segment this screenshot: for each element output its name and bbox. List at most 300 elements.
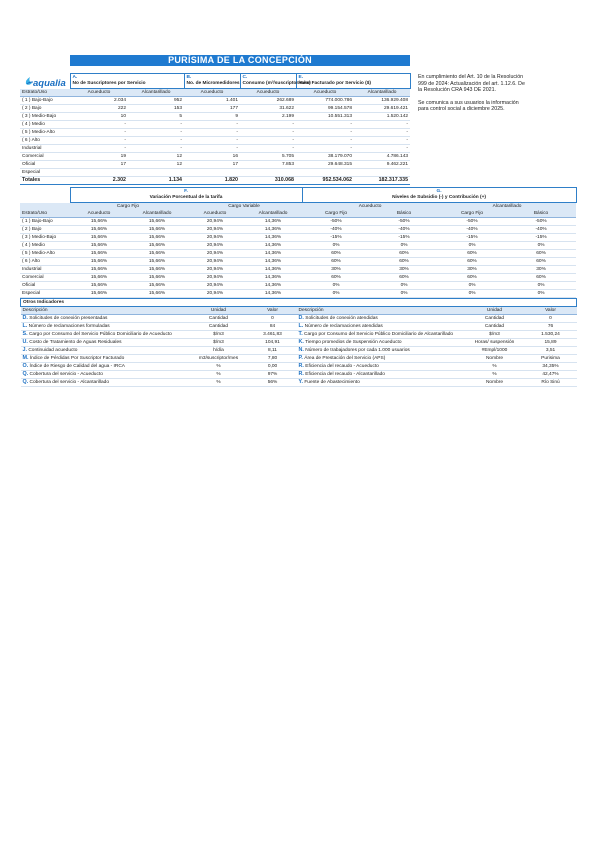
t2-col-header: Acueducto xyxy=(186,210,244,218)
legal-note-p2: Se comunica a sus usuarios la información para control social a diciembre 2025. xyxy=(418,99,519,113)
table-cell: 7.853 xyxy=(240,161,296,169)
indicator-cell xyxy=(297,331,465,339)
table-cell: 14,36% xyxy=(244,234,302,242)
indicator-letter: T. xyxy=(298,331,303,337)
indicator-row xyxy=(21,315,577,323)
table-cell: 60% xyxy=(438,274,506,282)
indicator-letter: R. xyxy=(298,371,304,377)
indicator-letter: O. xyxy=(22,363,29,369)
table-cell: 15,66% xyxy=(128,250,186,258)
totals-cell: 952.534.062 xyxy=(296,177,354,185)
indicator-cell xyxy=(21,379,189,387)
indicator-cell: 1.530,24 xyxy=(525,331,577,339)
row-label: ( 2 ) Bajo xyxy=(20,105,70,113)
table-cell: 20,94% xyxy=(186,290,244,298)
table-cell: 15,66% xyxy=(128,218,186,226)
table-cell: -40% xyxy=(370,226,438,234)
indicator-letter: D. xyxy=(22,315,28,321)
indicator-cell xyxy=(21,323,189,331)
table-cell: 12 xyxy=(128,161,184,169)
table-cell: 0% xyxy=(370,282,438,290)
header-e: E. Valor Facturado por Servicio ($) xyxy=(296,74,410,89)
table-row xyxy=(20,258,576,266)
table-cell: 0% xyxy=(506,282,576,290)
table-cell xyxy=(128,169,184,177)
indicator-row xyxy=(21,355,577,363)
indicator-cell: 3,51 xyxy=(525,347,577,355)
table-cell: 30% xyxy=(302,266,370,274)
indicator-description: Índice de Riesgo de Calidad del agua - IRCA xyxy=(29,364,126,369)
indicator-letter: P. xyxy=(298,355,303,361)
t2-col-header: Básico xyxy=(506,210,576,218)
indicator-cell xyxy=(297,379,465,387)
table-row xyxy=(20,218,576,226)
table-cell: -15% xyxy=(438,234,506,242)
table-cell: -40% xyxy=(302,226,370,234)
table-row xyxy=(20,97,410,105)
indicator-cell: Purisima xyxy=(525,355,577,363)
indicators-col-header: Unidad xyxy=(189,307,249,315)
indicator-letter: Q. xyxy=(22,371,29,377)
table-cell: 38.179.070 xyxy=(296,153,354,161)
table-cell: - xyxy=(70,129,128,137)
table-cell: 14,36% xyxy=(244,274,302,282)
indicator-description: Cobertura del servicio - Acueducto xyxy=(29,372,103,377)
table-cell: - xyxy=(128,145,184,153)
table-cell: 15,66% xyxy=(128,242,186,250)
row-label: ( 5 ) Medio-Alto xyxy=(20,129,70,137)
table-row xyxy=(20,234,576,242)
group-cargo-fijo: Cargo Fijo xyxy=(70,203,186,211)
table-cell: - xyxy=(184,129,240,137)
table-row xyxy=(20,169,410,177)
indicator-description: Cobertura del servicio - Alcantarillado xyxy=(29,380,109,385)
table-cell: 60% xyxy=(302,274,370,282)
row-label: ( 2 ) Bajo xyxy=(20,226,70,234)
table-cell: - xyxy=(70,137,128,145)
t2-col-header: Alcantarillado xyxy=(244,210,302,218)
indicator-letter: M. xyxy=(22,355,29,361)
legal-note-p1: En cumplimiento del Art. 10 de la Resolución 999 de 2024: Actualización del art. 1.12.6. De la Resolución CRA 943 DE 2021. xyxy=(418,74,525,94)
indicator-cell xyxy=(297,339,465,347)
t1-col-header: Alcantarillado xyxy=(128,89,184,97)
table-cell: 20,94% xyxy=(186,258,244,266)
indicators-col-header: Descripción xyxy=(21,307,189,315)
table-cell: 60% xyxy=(370,274,438,282)
indicator-cell xyxy=(297,355,465,363)
table-cell: 15,66% xyxy=(70,218,128,226)
row-label: ( 6 ) Alto xyxy=(20,258,70,266)
row-label: ( 5 ) Medio-Alto xyxy=(20,250,70,258)
table-cell: 20,94% xyxy=(186,242,244,250)
table-cell: -50% xyxy=(302,218,370,226)
totals-cell: 1.820 xyxy=(184,177,240,185)
indicator-cell: 42,47% xyxy=(525,371,577,379)
indicator-cell xyxy=(21,315,189,323)
indicators-col-header: Valor xyxy=(525,307,577,315)
table-cell: 0% xyxy=(438,290,506,298)
row-label: ( 4 ) Medio xyxy=(20,121,70,129)
table-cell: - xyxy=(128,121,184,129)
t1-col-header: Acueducto xyxy=(70,89,128,97)
table-cell: 14,36% xyxy=(244,250,302,258)
header-a: A. No de Suscriptores por Servicio xyxy=(70,74,184,89)
table-cell: 20,94% xyxy=(186,266,244,274)
table-cell: 14,36% xyxy=(244,218,302,226)
table-cell: 29.619.421 xyxy=(354,105,410,113)
table-cell: 2.199 xyxy=(240,113,296,121)
indicator-cell: 8,11 xyxy=(249,347,297,355)
indicator-cell xyxy=(297,363,465,371)
indicator-letter: L. xyxy=(298,323,304,329)
table-cell: 0% xyxy=(506,290,576,298)
indicator-row xyxy=(21,379,577,387)
table-cell: 14,36% xyxy=(244,290,302,298)
indicator-description: Índice de Pérdidas Por Suscriptor Facturado xyxy=(29,356,125,361)
table-cell: 14,36% xyxy=(244,226,302,234)
table-cell: - xyxy=(184,137,240,145)
table-cell: 20,94% xyxy=(186,274,244,282)
indicator-letter: Q. xyxy=(22,379,29,385)
indicator-cell: Horas/ suspensión xyxy=(465,339,525,347)
indicator-cell: Nombre xyxy=(465,355,525,363)
indicator-row xyxy=(21,347,577,355)
indicator-cell xyxy=(21,331,189,339)
t2-subheader-row xyxy=(20,210,576,218)
table-cell: 99.154.578 xyxy=(296,105,354,113)
totals-cell: 2.302 xyxy=(70,177,128,185)
indicators-title: Otros Indicadores xyxy=(21,299,577,307)
table-cell: 15,66% xyxy=(70,282,128,290)
table-cell: 60% xyxy=(370,250,438,258)
table-cell: - xyxy=(240,145,296,153)
table-cell: 60% xyxy=(506,274,576,282)
table-cell: - xyxy=(354,145,410,153)
table-cell: 15,66% xyxy=(70,242,128,250)
group-alcantarillado: Alcantarillado xyxy=(438,203,576,211)
table-row xyxy=(20,250,576,258)
table-cell: 9.462.221 xyxy=(354,161,410,169)
indicator-description: Costo de Tratamiento de Aguas Residuales xyxy=(29,340,122,345)
indicator-cell: % xyxy=(189,363,249,371)
table-cell: -50% xyxy=(438,218,506,226)
table-cell: 20,94% xyxy=(186,250,244,258)
table-cell: 15,66% xyxy=(128,274,186,282)
indicator-letter: D. xyxy=(298,315,304,321)
table-cell: 20,94% xyxy=(186,226,244,234)
t1-col-header: Acueducto xyxy=(240,89,296,97)
table-cell: 15,66% xyxy=(70,234,128,242)
table-cell: 0% xyxy=(302,290,370,298)
table-cell: 0% xyxy=(506,242,576,250)
indicator-cell: 0,00 xyxy=(249,363,297,371)
table-cell: - xyxy=(128,137,184,145)
indicator-description: Número de reclamaciones formuladas xyxy=(28,324,110,329)
table-cell: 15,66% xyxy=(128,266,186,274)
indicator-cell: 34,35% xyxy=(525,363,577,371)
t1-col-header: Estrato/Uso xyxy=(20,89,70,97)
table-cell: 262.689 xyxy=(240,97,296,105)
table-cell: - xyxy=(240,129,296,137)
indicator-letter: R. xyxy=(298,363,304,369)
indicator-letter: S. xyxy=(22,331,28,337)
indicator-cell: 97% xyxy=(249,371,297,379)
indicator-cell: 0 xyxy=(249,315,297,323)
indicators-col-header: Valor xyxy=(249,307,297,315)
row-label: Industrial xyxy=(20,266,70,274)
tariff-subsidy-table xyxy=(20,187,577,298)
indicator-description: Cargo por Consumo del Servicio Público Domiciliario de Alcantarillado xyxy=(304,332,454,337)
totals-row xyxy=(20,177,410,185)
table-cell: 15,66% xyxy=(70,290,128,298)
table-cell: -40% xyxy=(506,226,576,234)
table-cell: 30% xyxy=(370,266,438,274)
header-c: C. Consumo (m³/suscriptor/mes) xyxy=(240,74,296,89)
table-row xyxy=(20,105,410,113)
indicator-letter: L. xyxy=(22,323,28,329)
indicator-cell: 104,91 xyxy=(249,339,297,347)
table-cell: 0% xyxy=(370,242,438,250)
indicator-cell xyxy=(297,347,465,355)
indicator-letter: U. xyxy=(22,339,28,345)
indicator-description: Continuidad acueducto xyxy=(28,348,78,353)
table-cell xyxy=(296,169,354,177)
table-row xyxy=(20,266,576,274)
indicator-description: Cargo por Consumo del Servicio Público Domiciliario de Acueducto xyxy=(28,332,172,337)
table-cell: 30% xyxy=(506,266,576,274)
table-cell: 15,66% xyxy=(70,250,128,258)
page-title: PURÍSIMA DE LA CONCEPCIÓN xyxy=(70,55,410,66)
table-cell: 20,94% xyxy=(186,282,244,290)
other-indicators-table xyxy=(20,298,577,387)
table-cell xyxy=(240,169,296,177)
totals-cell: 310.068 xyxy=(240,177,296,185)
table-row xyxy=(20,282,576,290)
totals-cell: 182.317.335 xyxy=(354,177,410,185)
indicators-col-header: Descripción xyxy=(297,307,465,315)
table-cell: 60% xyxy=(438,258,506,266)
indicator-description: Fuente de Abastecimiento xyxy=(304,380,360,385)
table-cell: - xyxy=(296,129,354,137)
indicator-cell: Cantidad xyxy=(189,315,249,323)
table-cell: 60% xyxy=(370,258,438,266)
indicator-cell xyxy=(297,371,465,379)
indicator-cell: $/m3 xyxy=(465,331,525,339)
indicator-description: Número de trabajadores por cada 1.000 usuarios xyxy=(305,348,410,353)
indicator-row xyxy=(21,363,577,371)
table-cell: - xyxy=(296,137,354,145)
table-cell: - xyxy=(354,121,410,129)
table-cell: 9 xyxy=(184,113,240,121)
table-cell: 15,66% xyxy=(128,282,186,290)
indicator-cell xyxy=(21,339,189,347)
t2-col-header: Básico xyxy=(370,210,438,218)
row-label: Comercial xyxy=(20,153,70,161)
table-cell: - xyxy=(296,121,354,129)
table-cell: 10 xyxy=(70,113,128,121)
table-cell: 60% xyxy=(438,250,506,258)
indicator-description: Eficiencia del recaudo - Acueducto xyxy=(305,364,379,369)
indicator-description: Área de Prestación del Servicio (APS) xyxy=(304,356,386,361)
table-cell: 60% xyxy=(302,258,370,266)
table-cell: 15,66% xyxy=(128,226,186,234)
totals-label: Totales xyxy=(20,177,70,185)
table-cell: 153 xyxy=(128,105,184,113)
indicator-cell: % xyxy=(465,363,525,371)
table-cell: - xyxy=(296,145,354,153)
table-cell: 15,66% xyxy=(128,290,186,298)
row-label: Comercial xyxy=(20,274,70,282)
row-label: ( 4 ) Medio xyxy=(20,242,70,250)
table-cell: - xyxy=(354,137,410,145)
table-cell: - xyxy=(184,145,240,153)
table-cell: 0% xyxy=(302,282,370,290)
table-cell: -15% xyxy=(506,234,576,242)
row-label: ( 1 ) Bajo-Bajo xyxy=(20,218,70,226)
indicator-cell: m3/suscriptor/mes xyxy=(189,355,249,363)
table-cell: - xyxy=(354,129,410,137)
indicator-cell xyxy=(297,315,465,323)
t2-col-header: Alcantarillado xyxy=(128,210,186,218)
indicator-row xyxy=(21,339,577,347)
indicator-cell xyxy=(21,355,189,363)
indicator-cell: #Empl/1000 xyxy=(465,347,525,355)
subscribers-table xyxy=(20,73,411,185)
table-cell: 4.786.143 xyxy=(354,153,410,161)
table-row xyxy=(20,137,410,145)
table-cell: 16 xyxy=(184,153,240,161)
row-label: Industrial xyxy=(20,145,70,153)
table-cell: 0% xyxy=(438,242,506,250)
table-cell: 15,66% xyxy=(70,266,128,274)
table-row xyxy=(20,113,410,121)
indicator-row xyxy=(21,371,577,379)
table-cell: 952 xyxy=(128,97,184,105)
t2-col-header: Acueducto xyxy=(70,210,128,218)
indicator-cell: 15,89 xyxy=(525,339,577,347)
indicator-cell: 3.461,83 xyxy=(249,331,297,339)
indicator-cell: Cantidad xyxy=(189,323,249,331)
row-label: ( 6 ) Alto xyxy=(20,137,70,145)
table-cell: -15% xyxy=(370,234,438,242)
indicator-description: Eficiencia del recaudo - Alcantarillado xyxy=(305,372,385,377)
table-cell: - xyxy=(240,121,296,129)
table-cell: 15,66% xyxy=(128,258,186,266)
table-cell: 15,66% xyxy=(70,274,128,282)
table-cell: 222 xyxy=(70,105,128,113)
indicator-description: Número de reclamaciones atendidas xyxy=(304,324,383,329)
indicator-row xyxy=(21,323,577,331)
table-cell: 177 xyxy=(184,105,240,113)
table-row xyxy=(20,290,576,298)
indicator-cell: % xyxy=(465,371,525,379)
t2-col-header: Cargo Fijo xyxy=(438,210,506,218)
table-cell: 14,36% xyxy=(244,282,302,290)
header-f: F. Variación Porcentual de la tarifa xyxy=(70,188,302,203)
indicator-cell: 7,80 xyxy=(249,355,297,363)
t1-col-header: Acueducto xyxy=(296,89,354,97)
table-cell xyxy=(354,169,410,177)
table-row xyxy=(20,145,410,153)
row-label: Especial xyxy=(20,169,70,177)
table-cell: 136.929.408 xyxy=(354,97,410,105)
table-cell: 15,66% xyxy=(70,226,128,234)
indicator-description: Tiempo promedios de Suspensión Acueducto xyxy=(305,340,402,345)
table-cell: 30% xyxy=(438,266,506,274)
indicator-letter: J. xyxy=(22,347,27,353)
indicator-letter: K. xyxy=(298,339,304,345)
indicator-row xyxy=(21,331,577,339)
t2-col-header: Cargo Fijo xyxy=(302,210,370,218)
header-b: B. No. de Micromedidores xyxy=(184,74,240,89)
table-cell: -50% xyxy=(506,218,576,226)
t1-col-header: Acueducto xyxy=(184,89,240,97)
table-row xyxy=(20,274,576,282)
table-cell: 15,66% xyxy=(70,258,128,266)
indicator-cell xyxy=(21,363,189,371)
indicator-cell: 0 xyxy=(525,315,577,323)
indicator-cell xyxy=(21,371,189,379)
group-cargo-variable: Cargo Variable xyxy=(186,203,302,211)
table-cell: 14,36% xyxy=(244,266,302,274)
indicator-cell: h/día xyxy=(189,347,249,355)
indicator-letter: N. xyxy=(298,347,304,353)
table-cell: -50% xyxy=(370,218,438,226)
indicator-cell: $/m3 xyxy=(189,339,249,347)
indicator-cell: Río Sinú xyxy=(525,379,577,387)
table-cell: -40% xyxy=(438,226,506,234)
table-row xyxy=(20,161,410,169)
indicator-cell: Cantidad xyxy=(465,315,525,323)
table-cell: - xyxy=(128,129,184,137)
table-cell: 14,36% xyxy=(244,258,302,266)
table-row xyxy=(20,121,410,129)
table-row xyxy=(20,226,576,234)
table-cell: 5.705 xyxy=(240,153,296,161)
table-row xyxy=(20,242,576,250)
table-cell: 17 xyxy=(70,161,128,169)
row-label: ( 3 ) Medio-Bajo xyxy=(20,113,70,121)
table-cell: - xyxy=(70,145,128,153)
table-cell: 12 xyxy=(128,153,184,161)
table-cell: 10.551.313 xyxy=(296,113,354,121)
indicators-header-row xyxy=(21,307,577,315)
table-cell: 5 xyxy=(128,113,184,121)
row-label: ( 3 ) Medio-Bajo xyxy=(20,234,70,242)
indicator-cell: 56% xyxy=(249,379,297,387)
totals-cell: 1.134 xyxy=(128,177,184,185)
table-cell: 0% xyxy=(438,282,506,290)
indicator-cell: % xyxy=(189,379,249,387)
indicator-cell: 76 xyxy=(525,323,577,331)
indicator-cell xyxy=(21,347,189,355)
table-cell: 31.622 xyxy=(240,105,296,113)
table-row xyxy=(20,129,410,137)
table-cell: 19 xyxy=(70,153,128,161)
indicators-col-header: Unidad xyxy=(465,307,525,315)
t2-col-header: Estrato/Uso xyxy=(20,210,70,218)
table-cell: 1.401 xyxy=(184,97,240,105)
row-label: Especial xyxy=(20,290,70,298)
indicator-cell xyxy=(297,323,465,331)
group-acueducto: Acueducto xyxy=(302,203,438,211)
table-cell: 0% xyxy=(370,290,438,298)
table-cell: 60% xyxy=(302,250,370,258)
table-cell: 14,36% xyxy=(244,242,302,250)
header-g: G. Niveles de Subsidio (-) y Contribución (+) xyxy=(302,188,576,203)
legal-note xyxy=(418,74,528,119)
table-cell: 20,94% xyxy=(186,218,244,226)
